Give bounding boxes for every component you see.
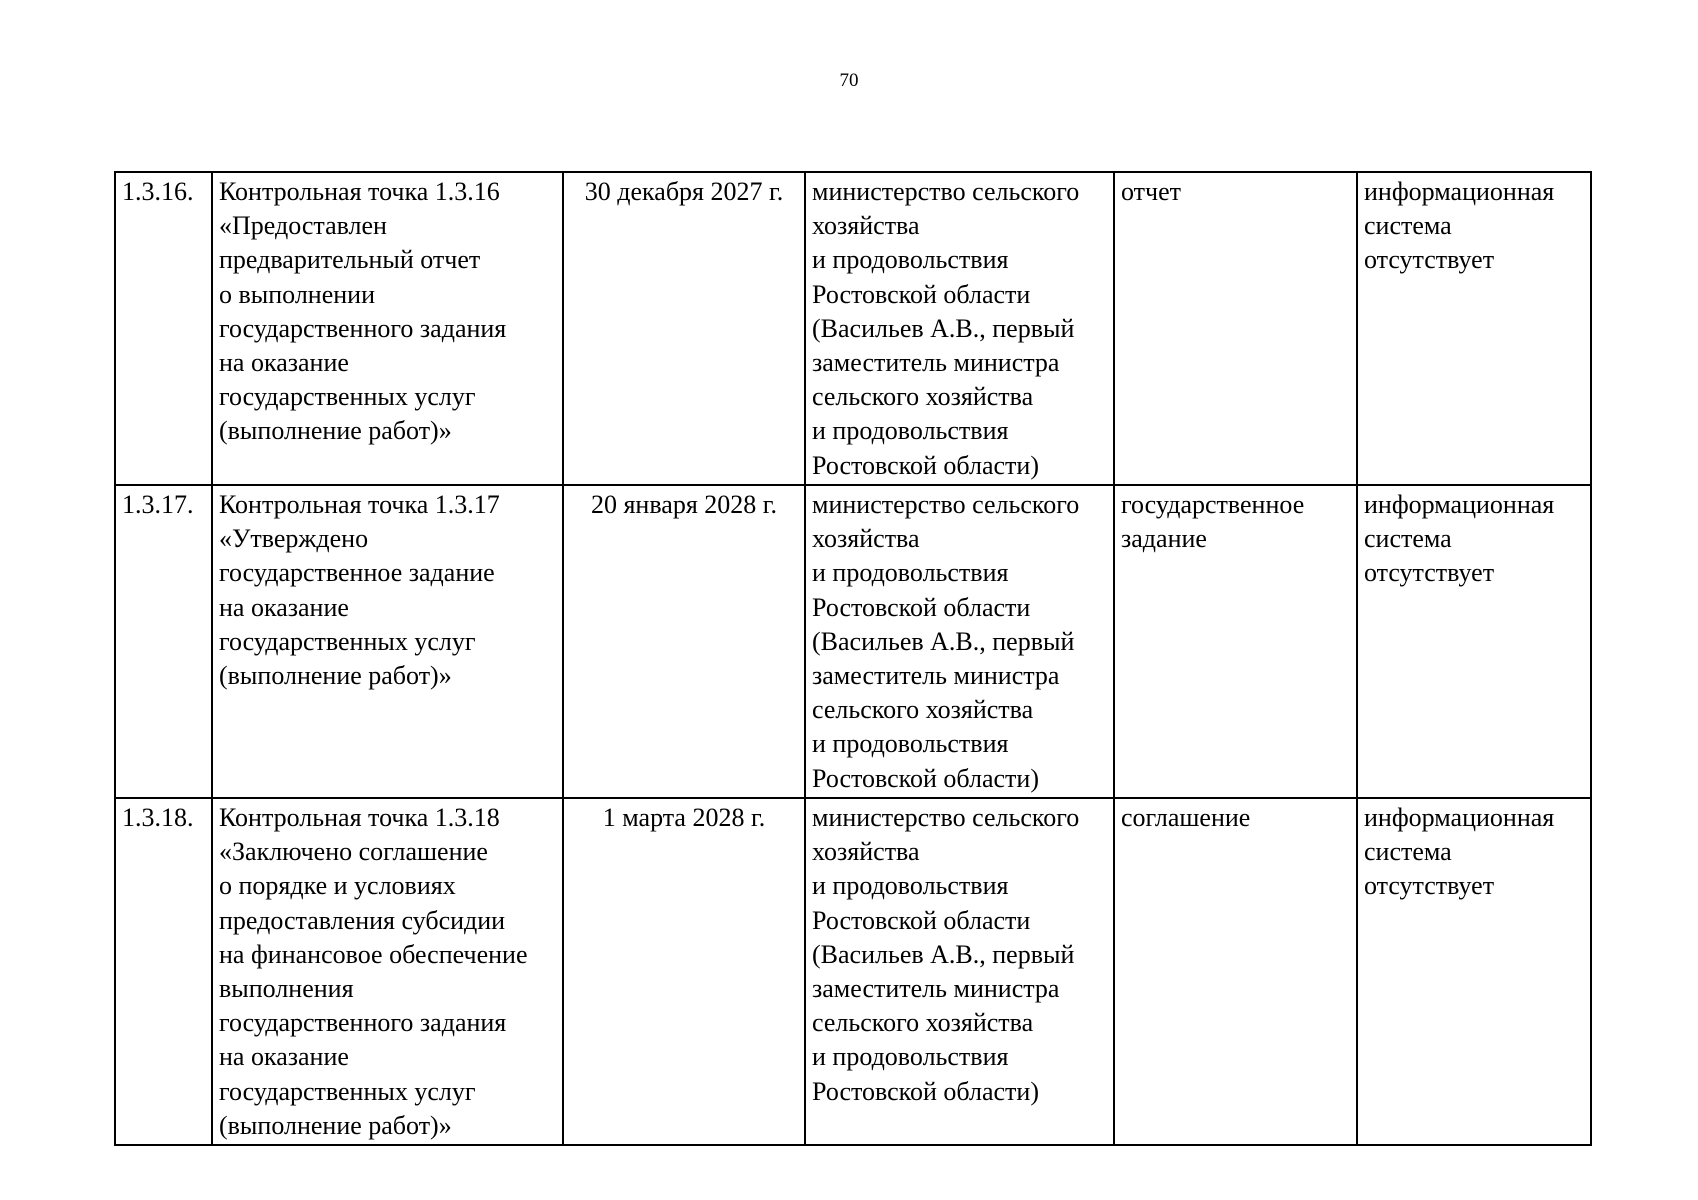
responsible-cell: министерство сельского хозяйства и продовольствия Ростовской области (Васильев А.В., первый заместитель министра сельского хозяйства и продовольствия Ростовской области) [805, 172, 1114, 485]
row-number-cell: 1.3.17. [115, 485, 212, 798]
document-type-cell: соглашение [1114, 798, 1357, 1145]
event-cell: Контрольная точка 1.3.17 «Утверждено государственное задание на оказание государственных услуг (выполнение работ)» [212, 485, 563, 798]
event-cell: Контрольная точка 1.3.18 «Заключено соглашение о порядке и условиях предоставления субсидии на финансовое обеспечение выполнения государственного задания на оказание государственных услуг (выполнение работ)» [212, 798, 563, 1145]
event-cell: Контрольная точка 1.3.16 «Предоставлен предварительный отчет о выполнении государственного задания на оказание государственных услуг (выполнение работ)» [212, 172, 563, 485]
deadline-cell: 20 января 2028 г. [563, 485, 805, 798]
responsible-cell: министерство сельского хозяйства и продовольствия Ростовской области (Васильев А.В., первый заместитель министра сельского хозяйства и продовольствия Ростовской области) [805, 798, 1114, 1145]
row-number-cell: 1.3.16. [115, 172, 212, 485]
deadline-cell: 30 декабря 2027 г. [563, 172, 805, 485]
info-system-cell: информационная система отсутствует [1357, 485, 1591, 798]
table-row [115, 172, 1591, 485]
row-number-cell: 1.3.18. [115, 798, 212, 1145]
responsible-cell: министерство сельского хозяйства и продовольствия Ростовской области (Васильев А.В., первый заместитель министра сельского хозяйства и продовольствия Ростовской области) [805, 485, 1114, 798]
deadline-cell: 1 марта 2028 г. [563, 798, 805, 1145]
info-system-cell: информационная система отсутствует [1357, 172, 1591, 485]
document-type-cell: отчет [1114, 172, 1357, 485]
page-number: 70 [839, 70, 859, 91]
info-system-cell: информационная система отсутствует [1357, 798, 1591, 1145]
table-row [115, 485, 1591, 798]
document-type-cell: государственное задание [1114, 485, 1357, 798]
control-points-table [114, 171, 1592, 1146]
table-row [115, 798, 1591, 1145]
